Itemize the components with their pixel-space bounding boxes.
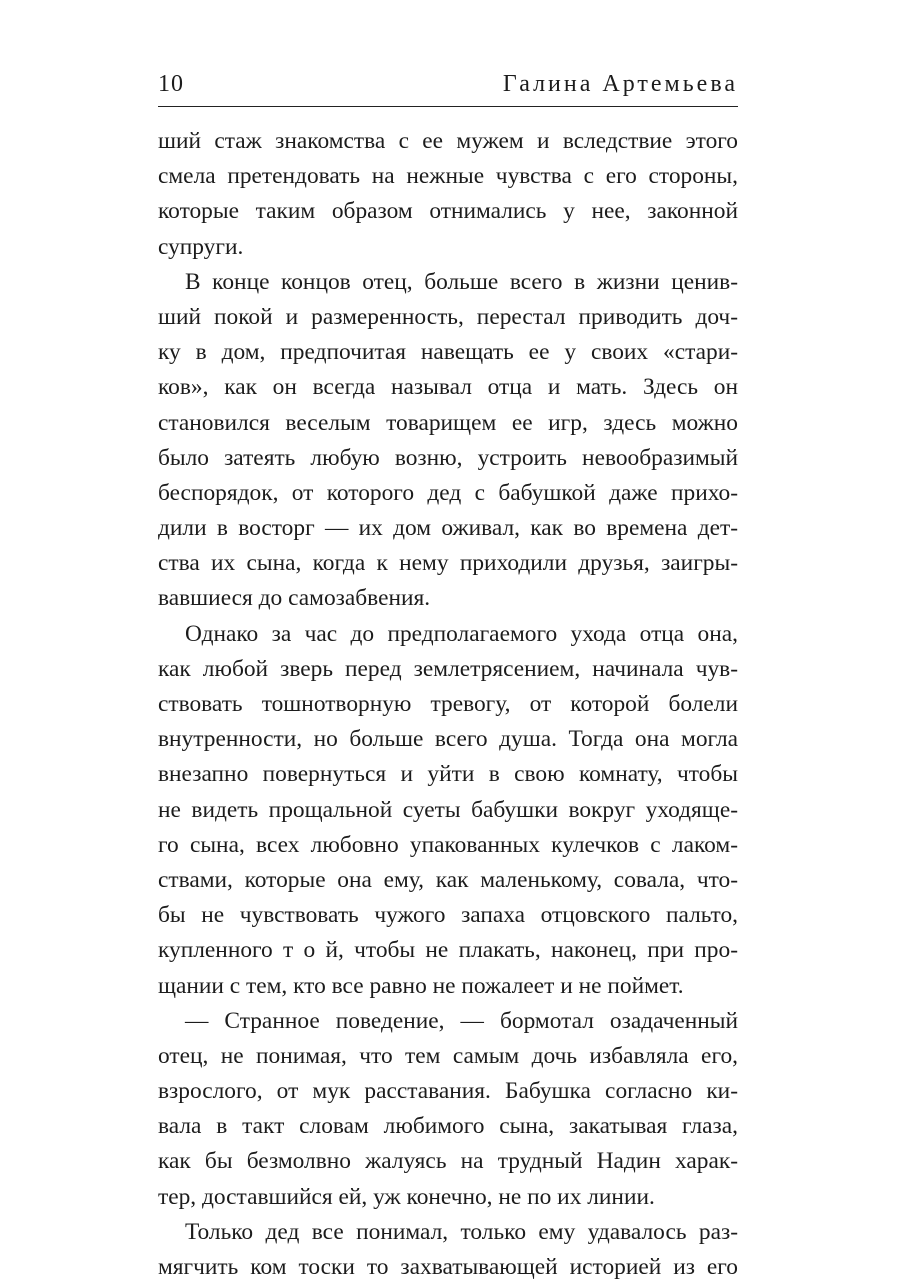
text-line: бы не чувствовать чужого запаха отцовского пальто, — [158, 902, 738, 929]
running-head — [158, 64, 738, 104]
text-line: внезапно повернуться и уйти в свою комнату, чтобы — [158, 761, 738, 788]
text-line: ков», как он всегда называл отца и мать. Здесь он — [158, 374, 738, 401]
text-line: как бы безмолвно жалуясь на трудный Надин харак- — [158, 1148, 738, 1175]
text-line: становился веселым товарищем ее игр, здесь можно — [158, 409, 738, 436]
text-line: внутренности, но больше всего душа. Тогда она могла — [158, 726, 738, 753]
text-line: как любой зверь перед землетрясением, начинала чув- — [158, 655, 738, 682]
text-line: Только дед все понимал, только ему удавалось раз- — [185, 1218, 738, 1245]
text-line: В конце концов отец, больше всего в жизни ценив- — [185, 268, 738, 295]
page-number: 10 — [158, 71, 184, 97]
text-line: купленного т о й, чтобы не плакать, наконец, при про- — [158, 937, 738, 964]
author-name: Галина Артемьева — [502, 71, 738, 97]
text-line: было затеять любую возню, устроить невообразимый — [158, 444, 738, 471]
text-line: супруги. — [158, 233, 244, 260]
text-line: мягчить ком тоски то захватывающей историей из его — [158, 1254, 738, 1280]
text-line: не видеть прощальной суеты бабушки вокруг уходяще- — [158, 796, 738, 823]
text-line: — Странное поведение, — бормотал озадаченный — [185, 1007, 738, 1034]
text-line: которые таким образом отнимались у нее, законной — [158, 198, 738, 225]
text-line: взрослого, от мук расставания. Бабушка согласно ки- — [158, 1078, 738, 1105]
text-line: ствами, которые она ему, как маленькому, совала, что- — [158, 866, 738, 893]
text-line: смела претендовать на нежные чувства с его стороны, — [158, 163, 738, 190]
text-line: ший покой и размеренность, перестал приводить доч- — [158, 303, 738, 330]
text-line: ства их сына, когда к нему приходили друзья, заигры- — [158, 550, 738, 577]
text-line: ку в дом, предпочитая навещать ее у своих «стари- — [158, 339, 738, 366]
text-line: вавшиеся до самозабвения. — [158, 585, 431, 612]
text-line: беспорядок, от которого дед с бабушкой даже прихо- — [158, 479, 738, 506]
header-rule — [158, 106, 738, 107]
text-line: отец, не понимая, что тем самым дочь избавляла его, — [158, 1042, 738, 1069]
text-line: ший стаж знакомства с ее мужем и вследствие этого — [158, 128, 738, 154]
text-line: дили в восторг — их дом оживал, как во времена дет- — [158, 515, 738, 542]
body-text — [158, 124, 738, 1285]
text-line: вала в такт словам любимого сына, закатывая глаза, — [158, 1113, 738, 1140]
text-line: Однако за час до предполагаемого ухода отца она, — [185, 620, 738, 647]
text-line: щании с тем, кто все равно не пожалеет и не поймет. — [158, 972, 684, 999]
text-line: го сына, всех любовно упакованных кулечков с лаком- — [158, 831, 738, 858]
text-line: ствовать тошнотворную тревогу, от которой болели — [158, 691, 738, 717]
text-line: тер, доставшийся ей, уж конечно, не по их линии. — [158, 1183, 655, 1210]
